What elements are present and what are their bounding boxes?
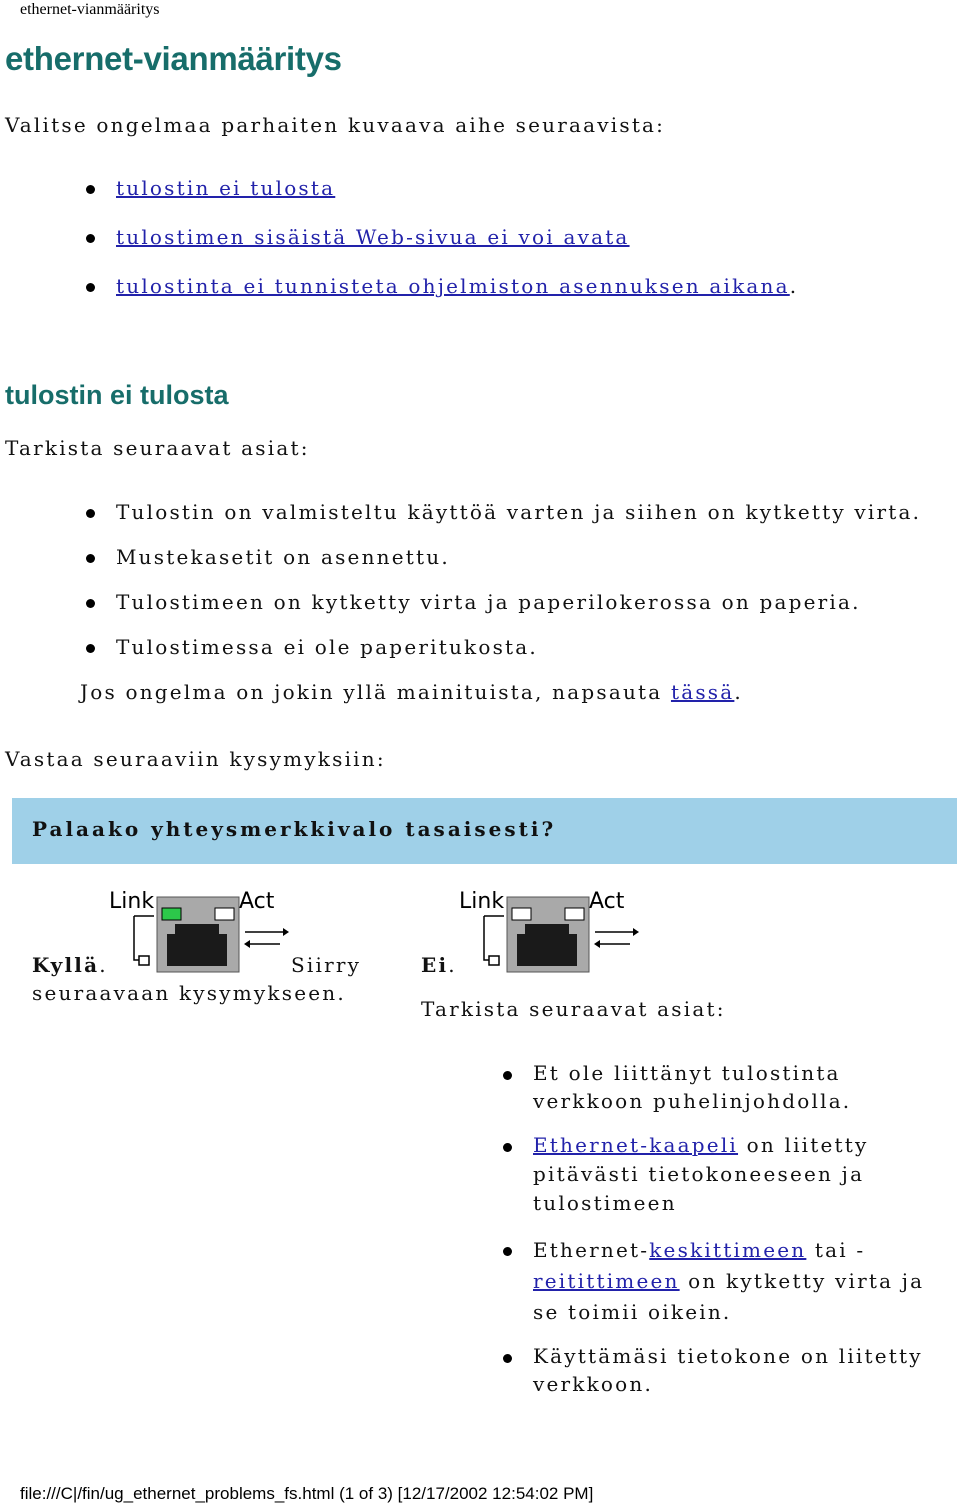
browser-title: ethernet-vianmääritys (20, 1, 160, 18)
page-footer: file:///C|/fin/ug_ethernet_problems_fs.html (1 of 3) [12/17/2002 12:54:02 PM] (20, 1484, 594, 1503)
no-answer-label: Ei. (421, 953, 457, 977)
topic-list (116, 173, 798, 320)
link-label: Link (459, 889, 505, 914)
bullet-icon (503, 1247, 512, 1256)
yes-answer-text: Siirry (291, 953, 362, 977)
topic-link-no-print[interactable]: tulostin ei tulosta (116, 176, 336, 200)
hub-link[interactable]: keskittimeen (649, 1238, 807, 1262)
here-link[interactable]: tässä (670, 680, 735, 704)
bullet-icon (86, 185, 95, 194)
bullet-icon (503, 1071, 512, 1080)
check-intro: Tarkista seuraavat asiat: (5, 436, 310, 460)
section-title: tulostin ei tulosta (5, 380, 229, 410)
router-link[interactable]: reitittimeen (533, 1269, 680, 1293)
act-label: Act (589, 889, 625, 914)
topic-link-not-detected[interactable]: tulostinta ei tunnisteta ohjelmiston asennuksen aikana (116, 274, 790, 298)
bullet-icon (86, 599, 95, 608)
no-check-list (533, 1059, 953, 1398)
ethernet-port-link-on-icon (105, 884, 290, 976)
list-item: Tulostimeen on kytketty virta ja paperilokerossa on paperia. (116, 587, 921, 632)
bullet-icon (86, 644, 95, 653)
bullet-icon (86, 509, 95, 518)
list-item: Käyttämäsi tietokone on liitetty verkkoon. (533, 1342, 953, 1398)
list-item: Mustekasetit on asennettu. (116, 542, 921, 587)
check-list (116, 497, 921, 677)
list-item (116, 222, 798, 271)
act-label: Act (239, 889, 275, 914)
list-item: Ethernet-keskittimeen tai - reitittimeen on kytketty virta ja se toimii oikein. (533, 1235, 953, 1328)
question-bar (12, 798, 957, 864)
list-item: Et ole liittänyt tulostinta verkkoon puhelinjohdolla. (533, 1059, 953, 1115)
yes-answer-label: Kyllä. (32, 953, 108, 977)
ethernet-cable-link[interactable]: Ethernet-kaapeli (533, 1133, 739, 1157)
list-item: Tulostimessa ei ole paperitukosta. (116, 632, 921, 677)
list-item (116, 173, 798, 222)
bullet-icon (86, 554, 95, 563)
no-check-intro: Tarkista seuraavat asiat: (421, 997, 726, 1021)
bullet-icon (86, 234, 95, 243)
list-item: Tulostin on valmisteltu käyttöä varten ja siihen on kytketty virta. (116, 497, 921, 542)
intro-text: Valitse ongelmaa parhaiten kuvaava aihe seuraavista: (5, 113, 666, 137)
yes-answer-text-2: seuraavaan kysymykseen. (32, 981, 346, 1005)
topic-link-web-page[interactable]: tulostimen sisäistä Web-sivua ei voi avata (116, 225, 630, 249)
bullet-icon (503, 1354, 512, 1363)
link-label: Link (109, 889, 155, 914)
bullet-icon (86, 283, 95, 292)
answer-intro: Vastaa seuraaviin kysymyksiin: (5, 747, 386, 771)
question-text: Palaako yhteysmerkkivalo tasaisesti? (32, 817, 557, 841)
page-title: ethernet-vianmääritys (5, 40, 342, 77)
if-problem-text: Jos ongelma on jokin yllä mainituista, napsauta tässä. (80, 680, 743, 704)
list-item: tulostinta ei tunnisteta ohjelmiston asennuksen aikana. (116, 271, 798, 320)
list-item: Ethernet-kaapeli on liitetty pitävästi tietokoneeseen ja tulostimeen (533, 1131, 953, 1218)
ethernet-port-link-off-icon (455, 884, 640, 976)
bullet-icon (503, 1143, 512, 1152)
